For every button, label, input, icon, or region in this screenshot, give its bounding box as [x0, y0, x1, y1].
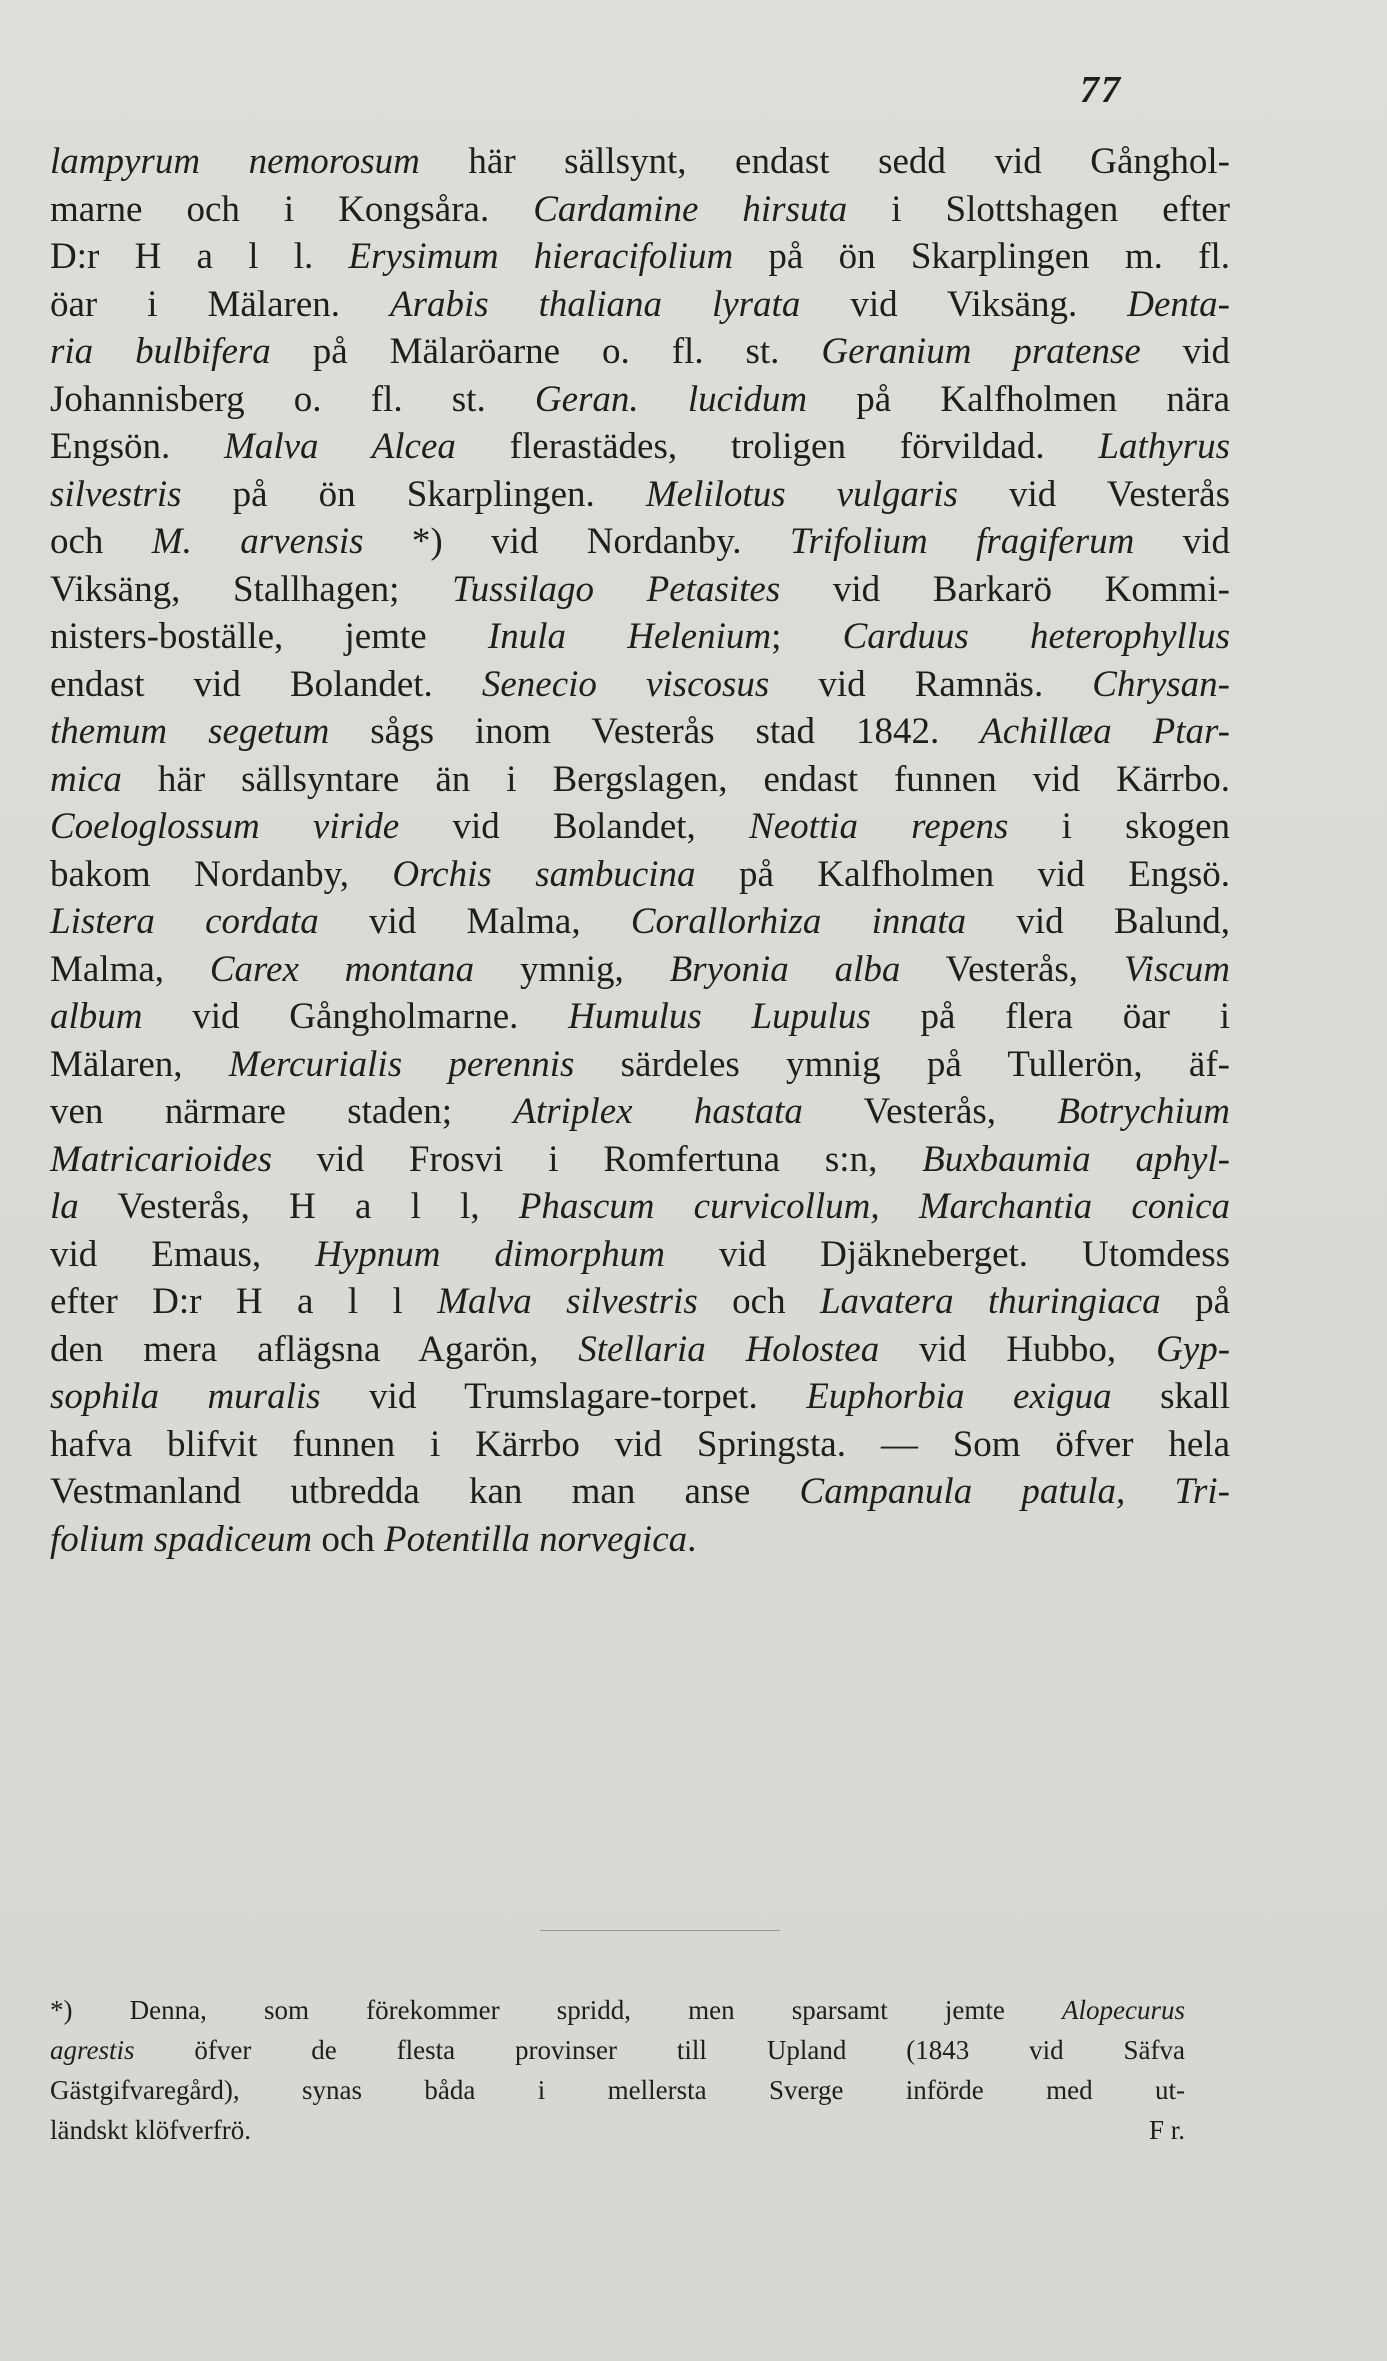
- text-run: vid Bolandet,: [399, 806, 750, 847]
- body-line: [50, 613, 1230, 661]
- species-name: Stellaria Holostea: [578, 1328, 880, 1370]
- text-run: vid Barkarö Kommi-: [780, 568, 1230, 610]
- text-run: på Kalfholmen vid Engsö.: [695, 853, 1230, 895]
- species-name: Senecio viscosus: [481, 663, 770, 705]
- text-run: Engsön.: [50, 426, 225, 467]
- species-name: Phascum curvicollum, Marchantia conica: [518, 1186, 1230, 1227]
- text-run: sågs inom Vesterås stad 1842.: [329, 711, 981, 752]
- footnote-line: [50, 2070, 1185, 2110]
- text-run: på ön Skarplingen m. fl.: [733, 236, 1231, 277]
- species-name: la: [50, 1186, 79, 1227]
- species-name: Lathyrus: [1098, 426, 1230, 467]
- body-line: [50, 1516, 1230, 1564]
- text-run: endast vid Bolandet.: [50, 663, 482, 705]
- species-name: Tussilago Petasites: [452, 568, 781, 610]
- text-run: Johannisberg o. fl. st.: [50, 378, 535, 420]
- body-line: [50, 1088, 1230, 1136]
- text-run: här sällsyntare än i Bergslagen, endast funnen vid Kärrbo.: [121, 758, 1230, 800]
- text-run: Gästgifvaregård), synas båda i mellersta Sverge införde med ut-: [50, 2075, 1185, 2105]
- text-run: ;: [771, 616, 843, 657]
- species-name: Potentilla norvegica: [384, 1518, 688, 1560]
- species-name: Buxbaumia aphyl-: [922, 1138, 1230, 1180]
- text-run: i Slottshagen efter: [847, 188, 1230, 230]
- text-run: efter D:r H a l l: [50, 1281, 438, 1322]
- species-name: Lavatera thuringiaca: [819, 1281, 1161, 1322]
- text-run: Vesterås,: [900, 948, 1124, 990]
- text-run: vid Viksäng.: [800, 283, 1128, 325]
- species-name: Geran. lucidum: [534, 378, 808, 420]
- species-name: agrestis: [50, 2035, 135, 2065]
- species-name: Gyp-: [1156, 1328, 1231, 1370]
- species-name: ria bulbifera: [50, 331, 271, 372]
- species-name: Alopecurus: [1062, 1995, 1185, 2025]
- text-run: på: [1160, 1281, 1230, 1322]
- species-name: M. arvensis: [151, 521, 364, 562]
- body-line: [50, 1326, 1230, 1374]
- text-run: bakom Nordanby,: [50, 853, 393, 895]
- text-run: *) vid Nordanby.: [363, 521, 790, 562]
- text-run: vid: [1134, 521, 1230, 562]
- body-line: [50, 518, 1230, 566]
- species-name: mica: [50, 758, 122, 800]
- text-run: på Mälaröarne o. fl. st.: [270, 331, 822, 372]
- text-run: Viksäng, Stallhagen;: [50, 568, 453, 610]
- species-name: Geranium pratense: [821, 331, 1141, 372]
- footnote-line: [50, 2030, 1185, 2070]
- species-name: Atriplex hastata: [513, 1091, 803, 1132]
- footnote-divider: [540, 1930, 780, 1931]
- text-run: och: [50, 521, 152, 562]
- species-name: Malva silvestris: [437, 1281, 698, 1322]
- text-run: och: [697, 1281, 820, 1322]
- body-line: [50, 1421, 1230, 1469]
- species-name: Denta-: [1127, 283, 1230, 325]
- species-name: Achillæa Ptar-: [980, 711, 1231, 752]
- text-run: Vestmanland utbredda kan man anse: [50, 1471, 800, 1512]
- species-name: Carduus heterophyllus: [842, 616, 1230, 657]
- species-name: Mercurialis perennis: [228, 1043, 575, 1085]
- species-name: lampyrum nemorosum: [50, 141, 420, 182]
- body-line: [50, 423, 1230, 471]
- text-run: vid Trumslagare-torpet.: [320, 1376, 807, 1417]
- body-line: [50, 898, 1230, 946]
- body-line: [50, 756, 1230, 804]
- text-run: på ön Skarplingen.: [181, 473, 646, 515]
- text-run: vid Frosvi i Romfertuna s:n,: [271, 1138, 923, 1180]
- footnote: [50, 1990, 1185, 2150]
- text-run: här sällsynt, endast sedd vid Gånghol-: [419, 141, 1230, 182]
- species-name: themum segetum: [50, 711, 330, 752]
- text-run: vid Hubbo,: [879, 1328, 1157, 1370]
- text-run: vid Vesterås: [957, 473, 1230, 515]
- species-name: Erysimum hieracifolium: [348, 236, 734, 277]
- text-run: skall: [1111, 1376, 1230, 1417]
- text-run: vid Gångholmarne.: [142, 996, 569, 1037]
- text-run: flerastädes, troligen förvildad.: [455, 426, 1099, 467]
- text-run: på flera öar i: [870, 996, 1230, 1037]
- text-run: vid: [1140, 331, 1230, 372]
- species-name: folium spadiceum: [50, 1518, 313, 1560]
- species-name: Arabis thaliana lyrata: [389, 283, 801, 325]
- species-name: Campanula patula, Tri-: [799, 1471, 1230, 1512]
- body-line: [50, 851, 1230, 899]
- species-name: Chrysan-: [1092, 663, 1230, 705]
- text-run: D:r H a l l.: [50, 236, 349, 277]
- text-run: öar i Mälaren.: [50, 283, 390, 325]
- species-name: silvestris: [50, 473, 182, 515]
- page-number: 77: [1080, 69, 1122, 111]
- text-run: nisters-boställe, jemte: [50, 616, 488, 657]
- body-line: [50, 1041, 1230, 1089]
- text-run: ymnig,: [474, 948, 670, 990]
- species-name: Neottia repens: [749, 806, 1009, 847]
- species-name: album: [50, 996, 143, 1037]
- species-name: Matricarioides: [50, 1138, 272, 1180]
- species-name: Hypnum dimorphum: [315, 1233, 666, 1275]
- text-run: .: [687, 1518, 697, 1560]
- footnote-line: [50, 2110, 1185, 2150]
- species-name: Viscum: [1123, 948, 1230, 990]
- species-name: Corallorhiza innata: [630, 901, 967, 942]
- species-name: Euphorbia exigua: [806, 1376, 1112, 1417]
- body-line: [50, 1468, 1230, 1516]
- body-line: [50, 1183, 1230, 1231]
- body-line: [50, 328, 1230, 376]
- text-run: och: [312, 1518, 384, 1560]
- species-name: Trifolium fragiferum: [789, 521, 1135, 562]
- body-line: [50, 1278, 1230, 1326]
- species-name: Orchis sambucina: [392, 853, 696, 895]
- text-run: vid Balund,: [966, 901, 1230, 942]
- body-line: [50, 661, 1230, 709]
- body-line: [50, 566, 1230, 614]
- text-run: särdeles ymnig på Tullerön, äf-: [574, 1043, 1230, 1085]
- species-name: Cardamine hirsuta: [533, 188, 848, 230]
- text-run: Malma,: [50, 948, 210, 990]
- species-name: Malva Alcea: [224, 426, 456, 467]
- body-line: [50, 1231, 1230, 1279]
- body-line: [50, 471, 1230, 519]
- body-line: [50, 993, 1230, 1041]
- text-run: *) Denna, som förekommer spridd, men sparsamt jemte: [50, 1995, 1063, 2025]
- species-name: Botrychium: [1057, 1091, 1230, 1132]
- text-run: öfver de flesta provinser till Upland (1843 vid Säfva: [134, 2035, 1185, 2065]
- species-name: Melilotus vulgaris: [645, 473, 958, 515]
- body-line: [50, 138, 1230, 186]
- footnote-signature: F r.: [1148, 2115, 1185, 2145]
- species-name: Bryonia alba: [669, 948, 901, 990]
- body-line: [50, 708, 1230, 756]
- species-name: Carex montana: [209, 948, 475, 990]
- body-line: [50, 281, 1230, 329]
- body-line: [50, 946, 1230, 994]
- body-text: [50, 138, 1230, 1563]
- text-run: ven närmare staden;: [50, 1091, 514, 1132]
- text-run: vid Ramnäs.: [769, 663, 1093, 705]
- body-line: [50, 376, 1230, 424]
- text-run: i skogen: [1008, 806, 1231, 847]
- text-run: på Kalfholmen nära: [807, 378, 1230, 420]
- text-run: marne och i Kongsåra.: [50, 188, 534, 230]
- species-name: sophila muralis: [50, 1376, 321, 1417]
- text-run: Vesterås,: [802, 1091, 1058, 1132]
- text-run: Mälaren,: [50, 1043, 229, 1085]
- text-run: vid Emaus,: [50, 1233, 316, 1275]
- footnote-line: [50, 1990, 1185, 2030]
- species-name: Humulus Lupulus: [568, 996, 871, 1037]
- body-line: [50, 233, 1230, 281]
- text-run: vid Djäkneberget. Utomdess: [665, 1233, 1230, 1275]
- text-run: Vesterås, H a l l,: [78, 1186, 519, 1227]
- body-line: [50, 1373, 1230, 1421]
- body-line: [50, 803, 1230, 851]
- text-run: vid Malma,: [318, 901, 631, 942]
- body-line: [50, 1136, 1230, 1184]
- body-line: [50, 186, 1230, 234]
- species-name: Inula Helenium: [487, 616, 772, 657]
- species-name: Coeloglossum viride: [50, 806, 400, 847]
- species-name: Listera cordata: [50, 901, 319, 942]
- text-run: ländskt klöfverfrö.: [50, 2115, 251, 2145]
- text-run: hafva blifvit funnen i Kärrbo vid Springsta. — Som öfver hela: [50, 1423, 1230, 1465]
- text-run: den mera aflägsna Agarön,: [50, 1328, 579, 1370]
